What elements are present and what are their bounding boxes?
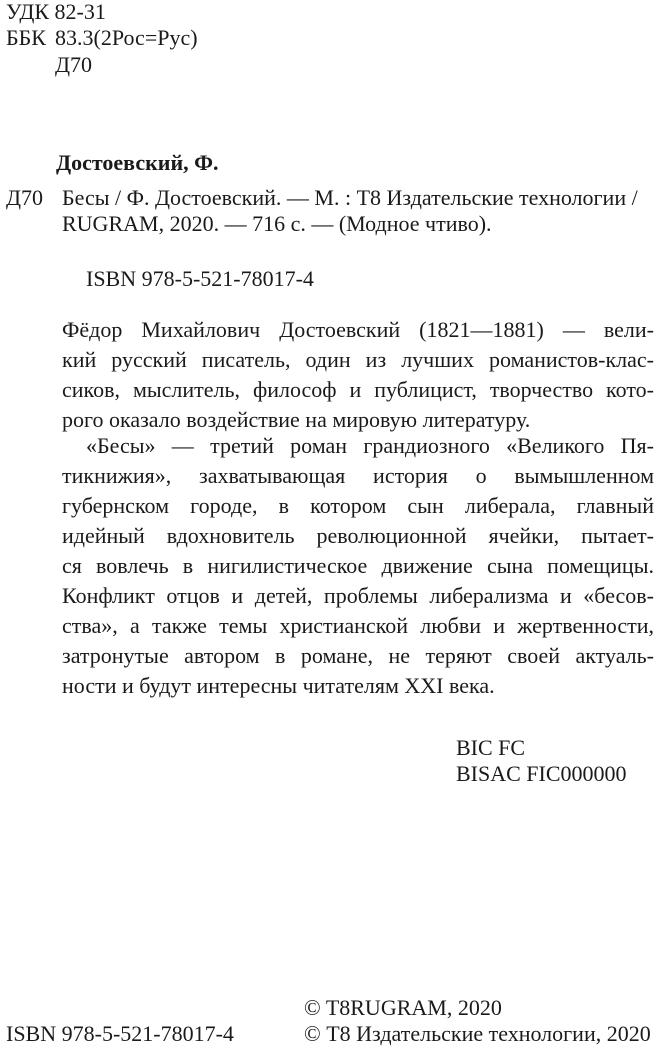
author-mark: Д70 bbox=[6, 185, 44, 210]
bisac-code: BISAC FIC000000 bbox=[456, 761, 627, 786]
annotation-line: тикнижия», захватывающая история о вымышленном bbox=[62, 463, 654, 488]
bibliographic-description-line-2: RUGRAM, 2020. — 716 с. — (Модное чтиво). bbox=[62, 211, 492, 236]
bic-code: BIC FC bbox=[456, 735, 526, 760]
annotation-line: сиков, мыслитель, философ и публицист, творчество кото- bbox=[62, 377, 654, 402]
annotation-line: затронутые автором в романе, не теряют своей актуаль- bbox=[62, 643, 654, 668]
annotation-line: кий русский писатель, один из лучших романистов-клас- bbox=[62, 347, 654, 372]
isbn-footer: ISBN 978-5-521-78017-4 bbox=[6, 1021, 234, 1046]
bibliographic-description-line-1: Бесы / Ф. Достоевский. — М. : Т8 Издательские технологии / bbox=[62, 185, 638, 210]
bbk-label: ББК bbox=[6, 25, 46, 50]
annotation-line: Фёдор Михайлович Достоевский (1821—1881) — вели- bbox=[62, 317, 654, 342]
bbk-code: 83.3(2Рос=Рус) bbox=[55, 25, 198, 50]
copyright-line-1: © T8RUGRAM, 2020 bbox=[304, 995, 502, 1020]
annotation-line: идейный вдохновитель революционной ячейки, пытает- bbox=[62, 523, 654, 548]
annotation-line: «Бесы» — третий роман грандиозного «Великого Пя- bbox=[86, 433, 654, 458]
annotation-line: ся вовлечь в нигилистическое движение сына помещицы. bbox=[62, 553, 654, 578]
annotation-paragraph-1 bbox=[62, 315, 654, 435]
author-mark-header: Д70 bbox=[55, 52, 93, 77]
annotation-line: рого оказало воздействие на мировую литературу. bbox=[62, 407, 531, 432]
copyright-line-2: © Т8 Издательские технологии, 2020 bbox=[304, 1021, 651, 1046]
author-heading: Достоевский, Ф. bbox=[56, 150, 219, 175]
annotation-paragraph-2 bbox=[62, 431, 654, 701]
annotation-line: ства», а также темы христианской любви и жертвенности, bbox=[62, 613, 654, 638]
isbn: ISBN 978-5-521-78017-4 bbox=[86, 266, 314, 291]
udk-code: УДК 82-31 bbox=[6, 0, 106, 24]
annotation-line: ности и будут интересны читателям XXI века. bbox=[62, 673, 495, 698]
annotation-line: Конфликт отцов и детей, проблемы либерализма и «бесов- bbox=[62, 583, 654, 608]
annotation-line: губернском городе, в котором сын либерала, главный bbox=[62, 493, 654, 518]
